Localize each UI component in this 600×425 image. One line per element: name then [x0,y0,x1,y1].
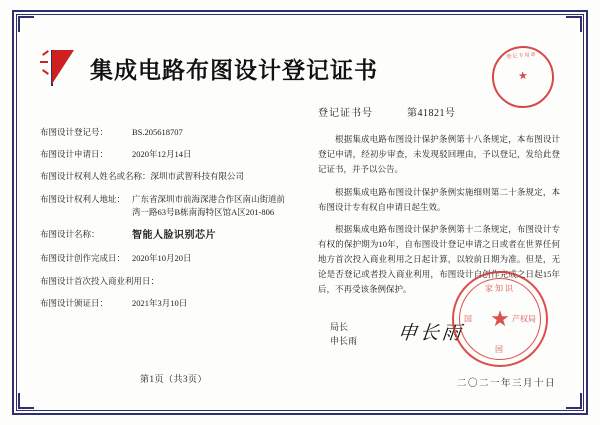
seal-bottom-text: 国 [495,345,505,354]
page-title: 集成电路布图设计登记证书 [90,57,378,83]
field-label: 布图设计登记号： [40,127,109,137]
official-round-seal [452,271,548,367]
field-label: 布图设计创作完成日： [40,253,126,264]
field-row [40,297,290,310]
signature-name-label: 申长雨 [330,336,358,347]
field-label: 布图设计颁证日： [40,297,109,308]
seal-top-text: 家知识 [485,284,515,293]
page-number: 第1页（共3页） [140,374,208,384]
signature-title-label: 局长 [330,322,349,332]
field-label: 布图设计权利人地址： [40,193,126,204]
corner-ornament-bottom-left [18,393,34,409]
corner-ornament-bottom-right [566,393,582,409]
document-header [38,48,562,88]
handwritten-signature: 申长雨 [396,323,465,344]
seal-right-text: 产权局 [512,314,536,324]
field-value: 深圳市武智科技有限公司 [150,171,245,182]
legal-paragraph: 根据集成电路布图设计保护条例第十二条规定，布图设计专有权的保护期为10年，自布图设计登记申请之日或者在世界任何地方首次投入商业利用之日起计算，以较前日期为准。但是，无论是否登记或者投入商业利用，布图设计自创作完成之日起15年后，不再受该条例保护。 [318,224,560,294]
field-value: 广东省深圳市前海深港合作区南山街道前湾一路63号B栋南海特区馆A区201-806 [132,193,286,217]
corner-ornament-top-right [566,16,582,32]
field-value: 智能人脸识别芯片 [132,229,216,241]
field-row [40,193,290,219]
seal-left-text: 国 [464,314,472,324]
field-label: 布图设计名称： [40,228,100,239]
star-icon: ★ [517,69,529,83]
registration-number-label: 登记证书号 [318,108,373,119]
legal-paragraph: 根据集成电路布图设计保护条例实施细则第二十条规定，本布图设计专有权自申请日起生效。 [318,186,560,212]
fields-column [40,126,290,319]
field-label: 布图设计申请日： [40,149,109,160]
registration-number-value: 第41821号 [407,108,456,119]
registration-stamp-text: 登记专用章 [506,53,537,61]
field-value [159,275,290,288]
corner-ornament-top-left [18,16,34,32]
flag-spark-emblem-icon [38,48,90,88]
field-row [40,228,290,244]
field-row [40,126,290,139]
field-row [40,252,290,265]
field-row [40,148,290,161]
registration-number-line [318,104,558,119]
field-value: BS.205618707 [132,127,183,137]
seal-star-icon: ★ [490,306,510,331]
issue-date: 二〇二一年三月十日 [456,379,556,389]
field-value: 2021年3月10日 [132,297,188,308]
field-row [40,170,290,183]
field-label: 布图设计权利人姓名或名称： [40,171,151,182]
legal-paragraph: 根据集成电路布图设计保护条例第十八条规定，本布图设计登记申请，经初步审查，未发现驳回理由，予以登记，发给此登记证书，并予以公告。 [318,134,560,174]
field-value: 2020年10月20日 [132,253,192,264]
field-value: 2020年12月14日 [132,149,192,160]
field-label: 布图设计首次投入商业利用日： [40,275,160,286]
field-row [40,275,290,288]
